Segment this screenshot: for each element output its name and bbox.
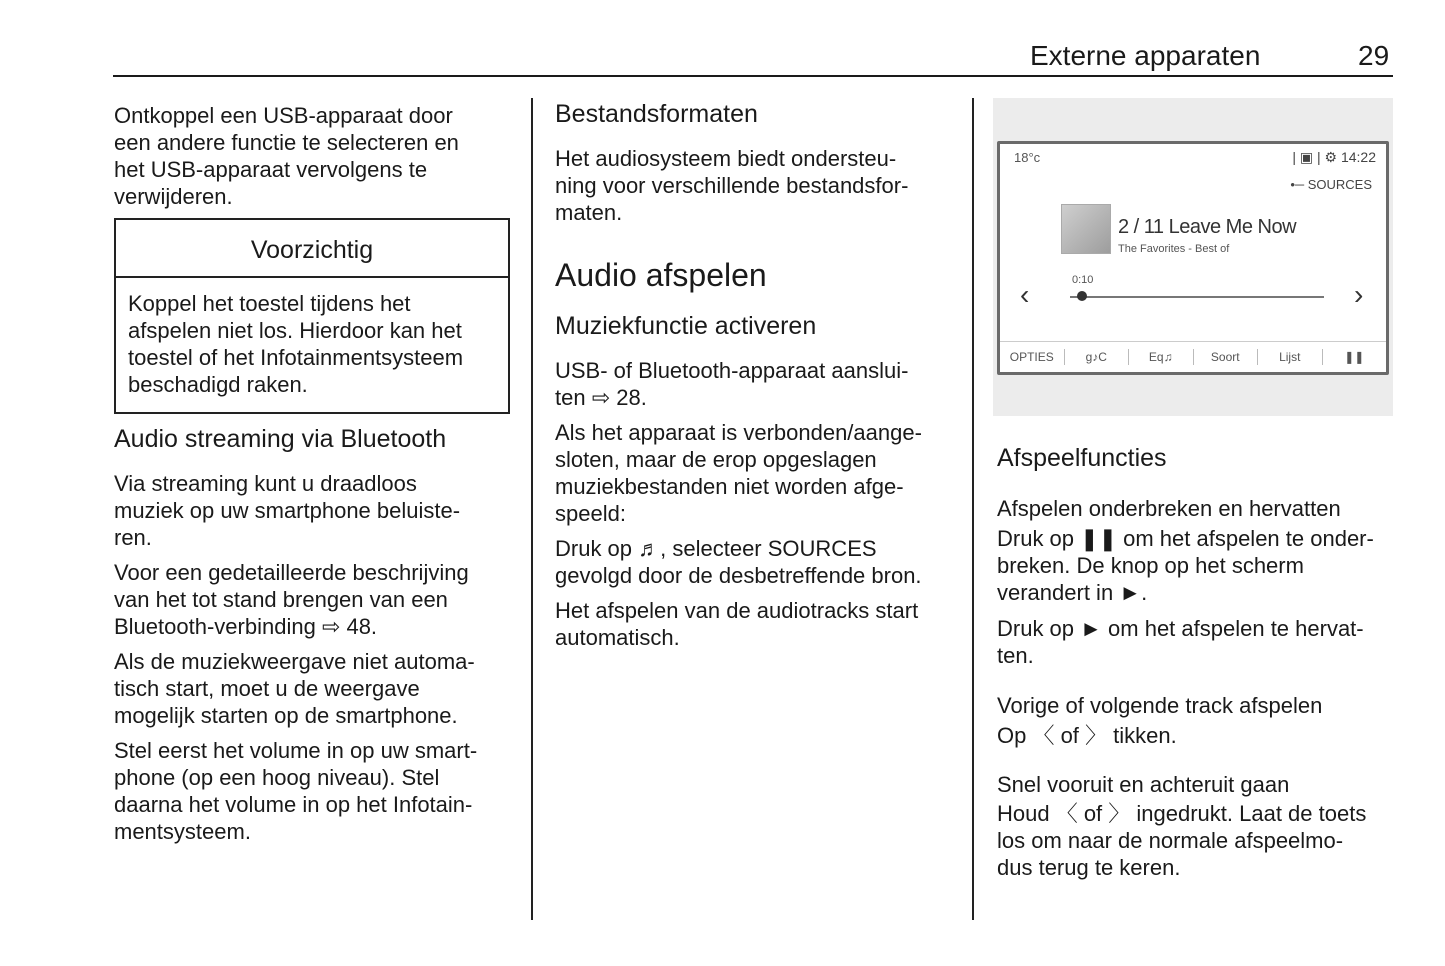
list-button[interactable]: Lijst bbox=[1258, 349, 1323, 365]
track-paragraph: Op 〈 of 〉 tikken. bbox=[997, 723, 1177, 748]
seek-heading: Snel vooruit en achteruit gaan bbox=[997, 772, 1290, 797]
formats-heading: Bestandsformaten bbox=[555, 100, 758, 128]
text-line: ten ⇨ 28. bbox=[555, 385, 647, 410]
text-line: mentsysteem. bbox=[114, 819, 251, 844]
text-line: Als het apparaat is verbonden/aange- bbox=[555, 420, 922, 445]
text-line: muziekbestanden niet worden afge- bbox=[555, 474, 904, 499]
sort-button[interactable]: Soort bbox=[1194, 349, 1259, 365]
activate-music-heading: Muziekfunctie activeren bbox=[555, 312, 817, 340]
screen-button-bar bbox=[1000, 341, 1386, 372]
text-line: beschadigd raken. bbox=[128, 372, 308, 397]
pause-button[interactable]: ❚❚ bbox=[1344, 350, 1365, 364]
track-title: 2 / 11 Leave Me Now bbox=[1118, 216, 1297, 238]
column-divider-1 bbox=[531, 98, 533, 920]
text-line: een andere functie te selecteren en bbox=[114, 130, 459, 155]
activate-paragraph-3 bbox=[555, 535, 922, 589]
caution-box bbox=[114, 218, 510, 414]
page-header-title: Externe apparaten bbox=[1030, 40, 1261, 71]
text-line: mogelijk starten op de smartphone. bbox=[114, 703, 458, 728]
text-line: Via streaming kunt u draadloos bbox=[114, 471, 417, 496]
text-line: verandert in ►. bbox=[997, 580, 1148, 605]
text-line: Het audiosysteem biedt ondersteu- bbox=[555, 146, 897, 171]
text-line: ning voor verschillende bestandsfor- bbox=[555, 173, 909, 198]
text-line: Druk op ❚❚ om het afspelen te onder- bbox=[997, 526, 1374, 551]
text-line: Bluetooth-verbinding ⇨ 48. bbox=[114, 614, 378, 639]
text-line: afspelen niet los. Hierdoor kan het bbox=[128, 318, 462, 343]
text-line: Druk op ► om het afspelen te hervat- bbox=[997, 616, 1364, 641]
elapsed-time: 0:10 bbox=[1072, 274, 1094, 286]
text-line: dus terug te keren. bbox=[997, 855, 1181, 880]
progress-knob[interactable] bbox=[1077, 291, 1087, 301]
album-art bbox=[1061, 204, 1111, 254]
header-divider bbox=[113, 75, 1393, 77]
text-line: phone (op een hoog niveau). Stel bbox=[114, 765, 440, 790]
text-line: gevolgd door de desbetreffende bron. bbox=[555, 563, 922, 588]
pause-paragraph bbox=[997, 525, 1374, 606]
progress-bar[interactable] bbox=[1070, 296, 1324, 298]
caution-text bbox=[116, 278, 508, 398]
text-line: sloten, maar de erop opgeslagen bbox=[555, 447, 877, 472]
text-line: ren. bbox=[114, 525, 152, 550]
text-line: Het afspelen van de audiotracks start bbox=[555, 598, 919, 623]
text-line: los om naar de normale afspeelmo- bbox=[997, 828, 1344, 853]
previous-track-icon[interactable]: ‹ bbox=[1020, 279, 1030, 310]
screen-status-bar bbox=[1000, 144, 1386, 172]
track-heading: Vorige of volgende track afspelen bbox=[997, 693, 1323, 718]
bluetooth-heading: Audio streaming via Bluetooth bbox=[114, 425, 447, 453]
text-line: van het tot stand brengen van een bbox=[114, 587, 448, 612]
temperature-readout: 18°c bbox=[1014, 150, 1041, 165]
caution-title: Voorzichtig bbox=[116, 220, 508, 278]
text-line: Stel eerst het volume in op uw smart- bbox=[114, 738, 478, 763]
options-button[interactable]: OPTIES bbox=[1000, 349, 1065, 365]
next-track-icon[interactable]: › bbox=[1354, 279, 1364, 310]
text-line: toestel of het Infotainmentsysteem bbox=[128, 345, 464, 370]
formats-paragraph bbox=[555, 145, 908, 226]
activate-paragraph-2 bbox=[555, 419, 922, 527]
activate-paragraph-4 bbox=[555, 597, 918, 651]
text-line: Als de muziekweergave niet automa- bbox=[114, 649, 475, 674]
text-line: tisch start, moet u de weergave bbox=[114, 676, 420, 701]
status-icons: | ▣ | ⚙ 14:22 bbox=[1292, 149, 1376, 165]
sources-button[interactable]: •─ SOURCES bbox=[1290, 177, 1372, 192]
page-number: 29 bbox=[1358, 40, 1390, 71]
bluetooth-paragraph-1 bbox=[114, 470, 460, 551]
equalizer-button[interactable]: Eq♫ bbox=[1129, 349, 1194, 365]
text-line: Ontkoppel een USB-apparaat door bbox=[114, 103, 453, 128]
bluetooth-paragraph-2 bbox=[114, 559, 469, 640]
bluetooth-paragraph-3 bbox=[114, 648, 475, 729]
text-line: maten. bbox=[555, 200, 623, 225]
text-line: Druk op ♬, selecteer SOURCES bbox=[555, 536, 877, 561]
intro-paragraph bbox=[114, 102, 459, 210]
activate-paragraph-1 bbox=[555, 357, 908, 411]
album-title: The Favorites - Best of bbox=[1118, 243, 1230, 255]
text-line: breken. De knop op het scherm bbox=[997, 553, 1304, 578]
text-line: muziek op uw smartphone beluiste- bbox=[114, 498, 461, 523]
text-line: Voor een gedetailleerde beschrijving bbox=[114, 560, 469, 585]
text-line: automatisch. bbox=[555, 625, 680, 650]
column-divider-2 bbox=[972, 98, 974, 920]
text-line: Koppel het toestel tijdens het bbox=[128, 291, 411, 316]
text-line: speeld: bbox=[555, 501, 626, 526]
pause-heading: Afspelen onderbreken en hervatten bbox=[997, 496, 1341, 521]
playback-functions-heading: Afspeelfuncties bbox=[997, 444, 1167, 472]
text-line: USB- of Bluetooth-apparaat aanslui- bbox=[555, 358, 909, 383]
resume-paragraph bbox=[997, 615, 1364, 669]
shuffle-button[interactable]: g♪C bbox=[1065, 349, 1130, 365]
seek-paragraph bbox=[997, 800, 1366, 881]
text-line: verwijderen. bbox=[114, 184, 233, 209]
text-line: daarna het volume in op het Infotain- bbox=[114, 792, 473, 817]
audio-playback-heading: Audio afspelen bbox=[555, 257, 767, 293]
infotainment-screen bbox=[997, 141, 1389, 375]
text-line: Houd 〈 of 〉 ingedrukt. Laat de toets bbox=[997, 801, 1367, 826]
text-line: het USB-apparaat vervolgens te bbox=[114, 157, 428, 182]
text-line: ten. bbox=[997, 643, 1034, 668]
bluetooth-paragraph-4 bbox=[114, 737, 477, 845]
